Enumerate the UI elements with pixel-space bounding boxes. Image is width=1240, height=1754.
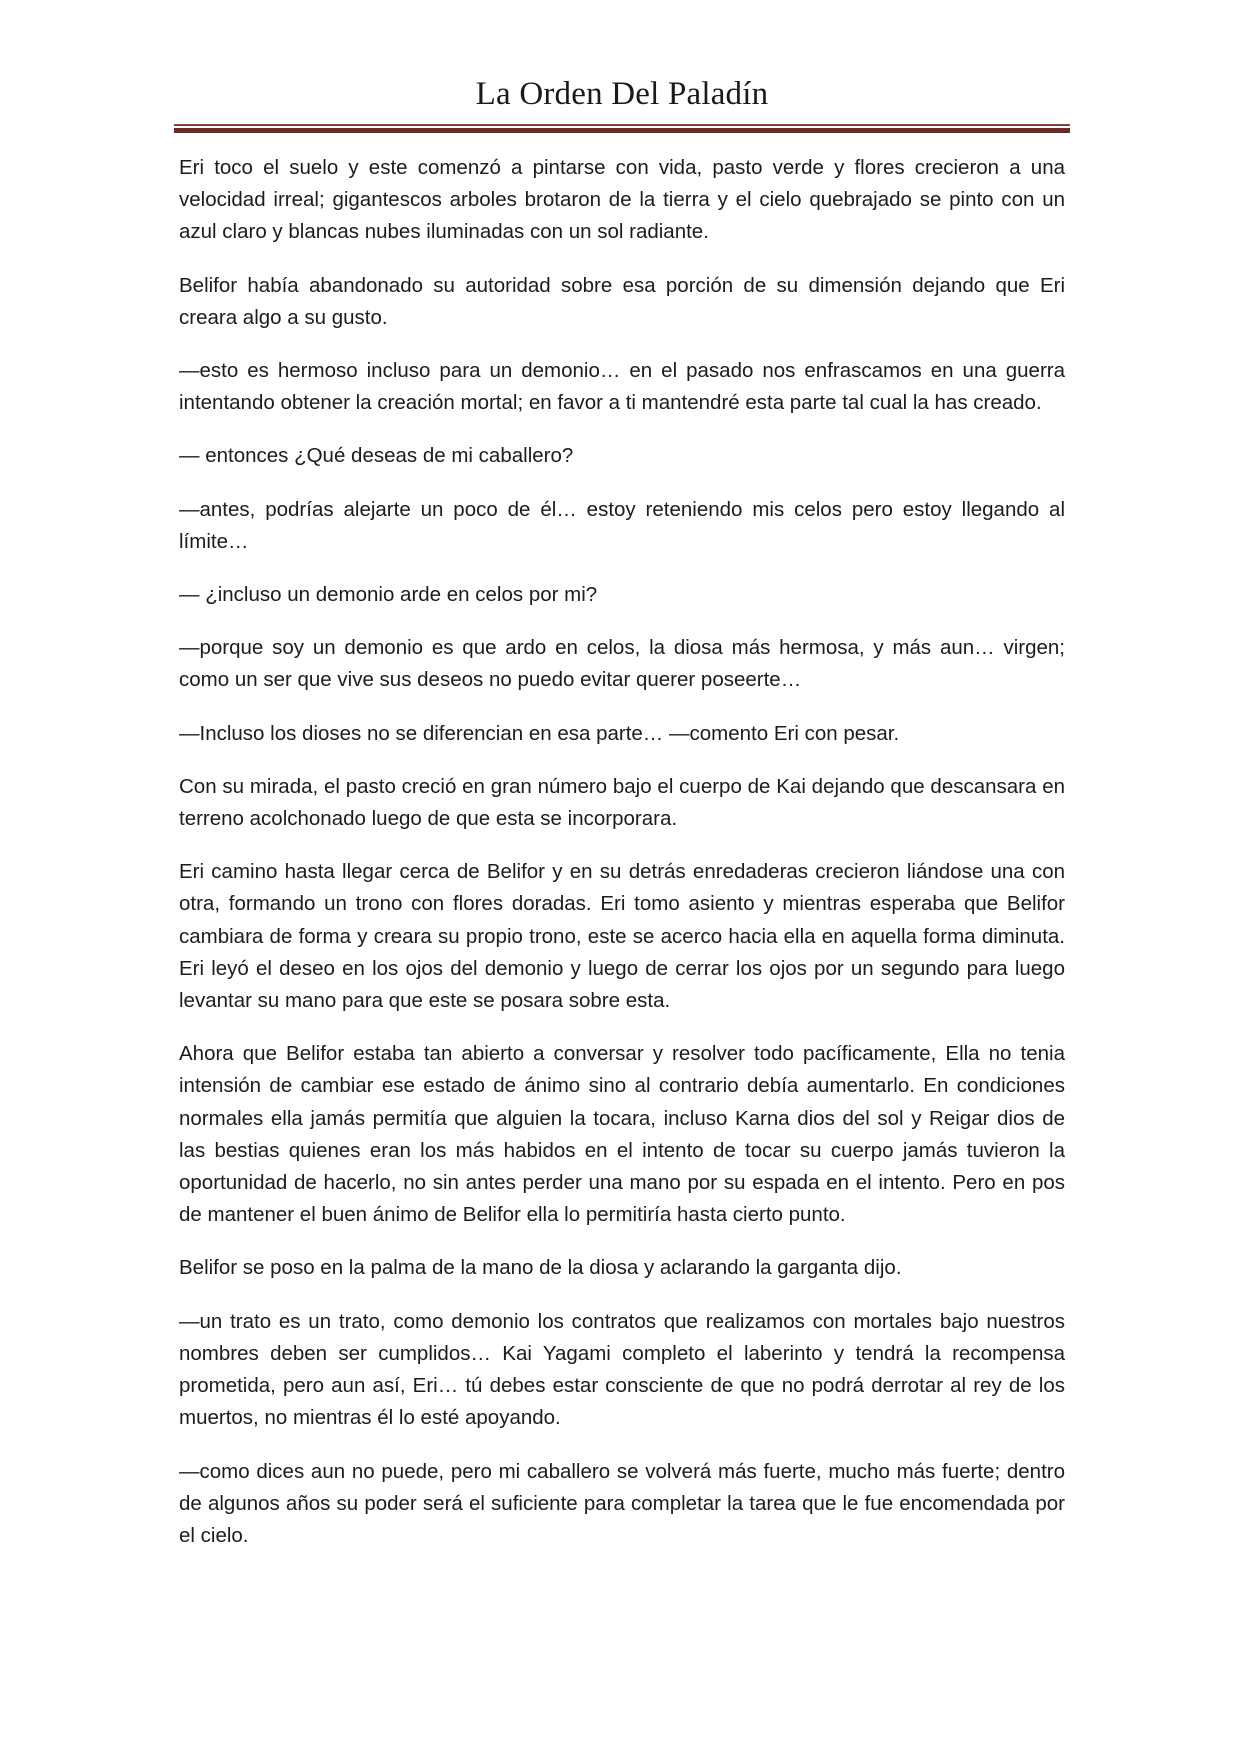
paragraph: Ahora que Belifor estaba tan abierto a conversar y resolver todo pacíficamente, Ella no tenia intensión de cambiar ese estado de ánimo sino al contrario debía aumentarlo. En condiciones normales ella jamás permitía que alguien la tocara, incluso Karna dios del sol y Reigar dios de las bestias quienes eran los más habidos en el intento de tocar su cuerpo jamás tuvieron la oportunidad de hacerlo, no sin antes perder una mano por su espada en el intento. Pero en pos de mantener el buen ánimo de Belifor ella lo permitiría hasta cierto punto. <box>179 1042 1065 1227</box>
paragraph: Con su mirada, el pasto creció en gran número bajo el cuerpo de Kai dejando que descansara en terreno acolchonado luego de que esta se incorporara. <box>179 774 1065 831</box>
header-divider <box>174 124 1070 134</box>
paragraph: —un trato es un trato, como demonio los contratos que realizamos con mortales bajo nuestros nombres deben ser cumplidos… Kai Yagami completo el laberinto y tendrá la recompensa prometida, pero aun así, Eri… tú debes estar consciente de que no podrá derrotar al rey de los muertos, no mientras él lo esté apoyando. <box>179 1309 1065 1430</box>
paragraph: Eri camino hasta llegar cerca de Belifor y en su detrás enredaderas crecieron liándose una con otra, formando un trono con flores doradas. Eri tomo asiento y mientras esperaba que Belifor cambiara de forma y creara su propio trono, este se acerco hacia ella en aquella forma diminuta. Eri leyó el deseo en los ojos del demonio y luego de cerrar los ojos por un segundo para luego levantar su mano para que este se posara sobre esta. <box>179 860 1065 1013</box>
paragraph: Belifor se poso en la palma de la mano de la diosa y aclarando la garganta dijo. <box>179 1256 902 1280</box>
paragraph: — ¿incluso un demonio arde en celos por mi? <box>179 583 598 607</box>
paragraph: Eri toco el suelo y este comenzó a pintarse con vida, pasto verde y flores crecieron a una velocidad irreal; gigantescos arboles brotaron de la tierra y el cielo quebrajado se pinto con un azul claro y blancas nubes iluminadas con un sol radiante. <box>179 156 1065 244</box>
paragraph: —porque soy un demonio es que ardo en celos, la diosa más hermosa, y más aun… virgen; como un ser que vive sus deseos no puedo evitar querer poseerte… <box>179 636 1065 692</box>
page-header <box>174 70 1070 134</box>
paragraph: Belifor había abandonado su autoridad sobre esa porción de su dimensión dejando que Eri creara algo a su gusto. <box>179 273 1065 329</box>
paragraph: —esto es hermoso incluso para un demonio… en el pasado nos enfrascamos en una guerra intentando obtener la creación mortal; en favor a ti mantendré esta parte tal cual la has creado. <box>179 359 1065 415</box>
header-divider-thin-line <box>174 124 1070 126</box>
paragraph: —Incluso los dioses no se diferencian en esa parte… —comento Eri con pesar. <box>179 721 900 745</box>
paragraph: — entonces ¿Qué deseas de mi caballero? <box>179 444 574 468</box>
header-divider-thick-line <box>174 128 1070 133</box>
body-text <box>179 152 1065 1573</box>
page-title: La Orden Del Paladín <box>475 76 769 112</box>
paragraph: —como dices aun no puede, pero mi caballero se volverá más fuerte, mucho más fuerte; dentro de algunos años su poder será el suficiente para completar la tarea que le fue encomendada por el cielo. <box>179 1459 1065 1547</box>
paragraph: —antes, podrías alejarte un poco de él… estoy reteniendo mis celos pero estoy llegando al límite… <box>179 497 1065 553</box>
